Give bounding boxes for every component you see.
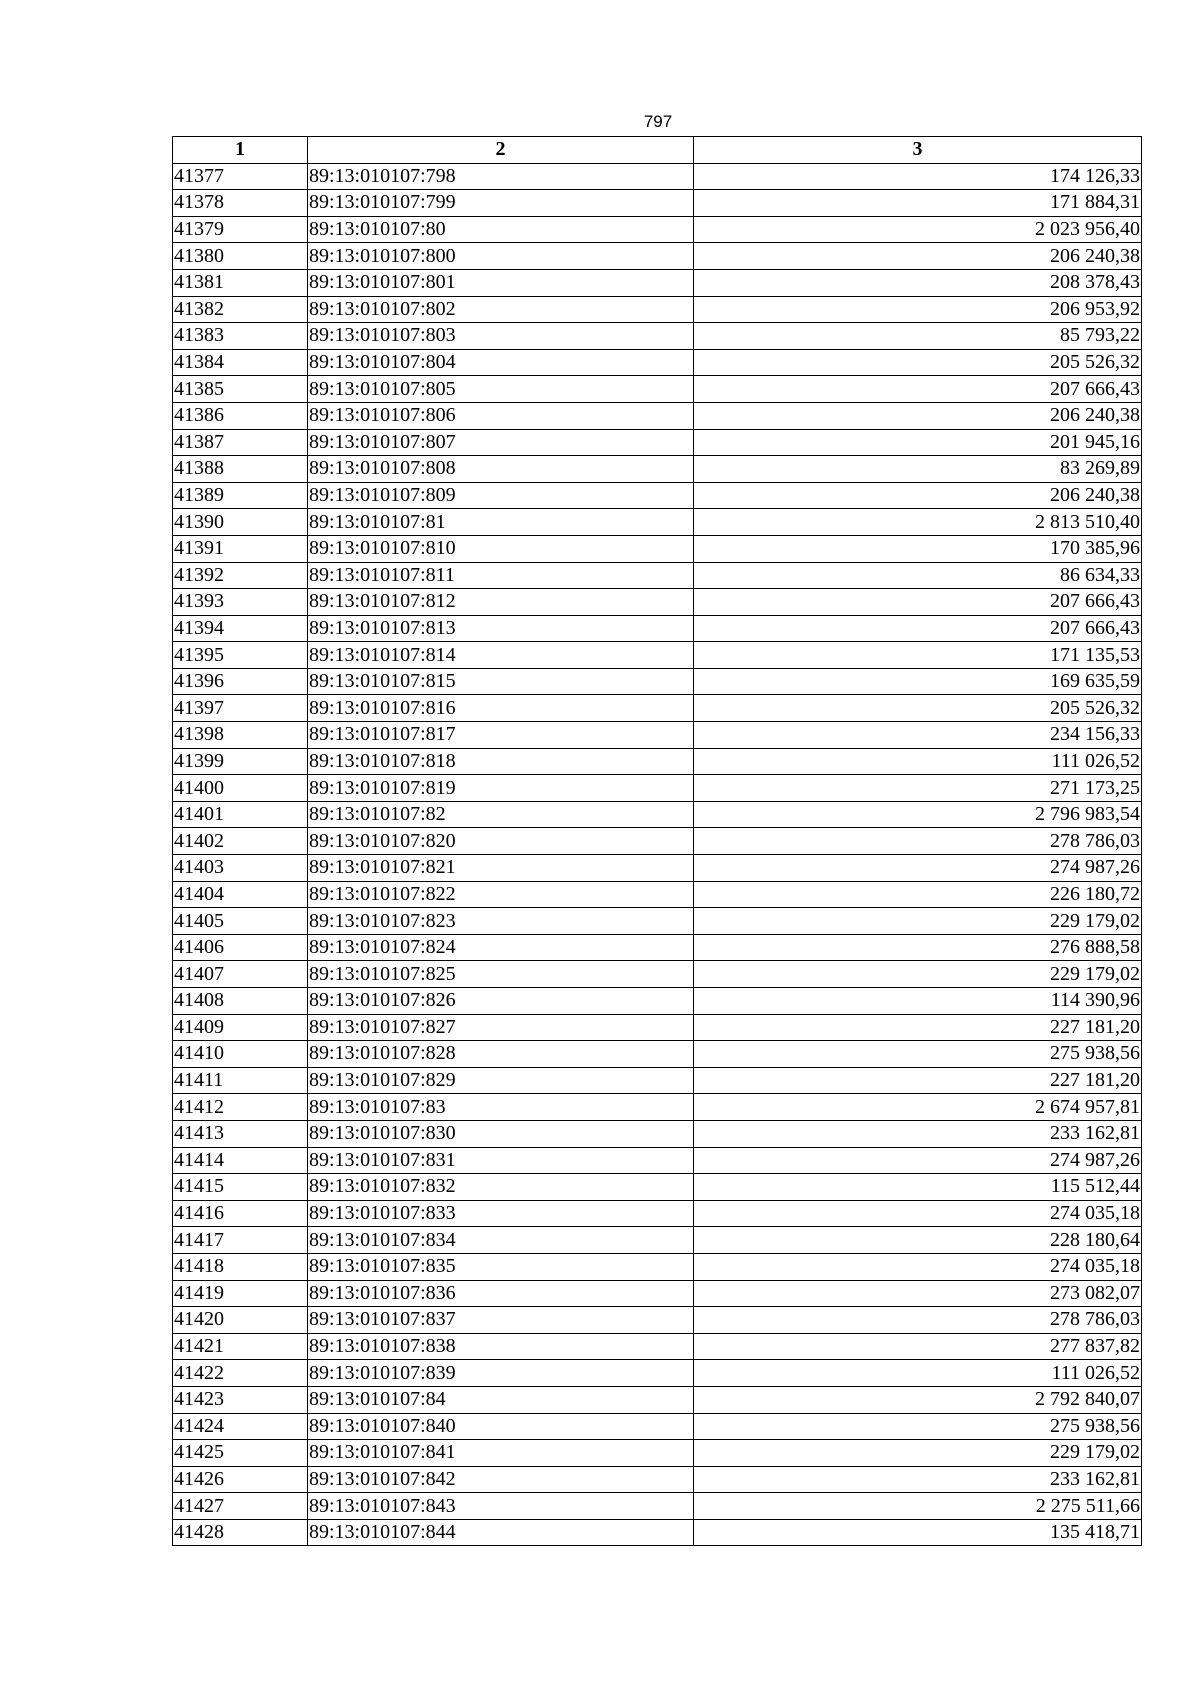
row-number-cell: 41400	[173, 775, 308, 802]
cadastral-number-cell: 89:13:010107:842	[308, 1466, 694, 1493]
cadastral-number-cell: 89:13:010107:834	[308, 1227, 694, 1254]
row-number-cell: 41424	[173, 1413, 308, 1440]
row-number-cell: 41417	[173, 1227, 308, 1254]
value-cell: 273 082,07	[694, 1280, 1142, 1307]
row-number-cell: 41392	[173, 562, 308, 589]
cadastral-number-cell: 89:13:010107:810	[308, 535, 694, 562]
cadastral-number-cell: 89:13:010107:816	[308, 695, 694, 722]
row-number-cell: 41419	[173, 1280, 308, 1307]
value-cell: 227 181,20	[694, 1067, 1142, 1094]
table-body	[173, 163, 1142, 1546]
table-row	[173, 349, 1142, 376]
value-cell: 170 385,96	[694, 535, 1142, 562]
value-cell: 2 023 956,40	[694, 216, 1142, 243]
cadastral-number-cell: 89:13:010107:808	[308, 456, 694, 483]
value-cell: 274 987,26	[694, 855, 1142, 882]
cadastral-number-cell: 89:13:010107:837	[308, 1307, 694, 1334]
table-row	[173, 1519, 1142, 1546]
table-row	[173, 1386, 1142, 1413]
value-cell: 226 180,72	[694, 881, 1142, 908]
table-row	[173, 775, 1142, 802]
value-cell: 206 240,38	[694, 482, 1142, 509]
value-cell: 171 135,53	[694, 642, 1142, 669]
table-row	[173, 881, 1142, 908]
value-cell: 274 035,18	[694, 1200, 1142, 1227]
value-cell: 2 674 957,81	[694, 1094, 1142, 1121]
row-number-cell: 41412	[173, 1094, 308, 1121]
value-cell: 234 156,33	[694, 722, 1142, 749]
row-number-cell: 41409	[173, 1014, 308, 1041]
row-number-cell: 41410	[173, 1041, 308, 1068]
value-cell: 227 181,20	[694, 1014, 1142, 1041]
cadastral-number-cell: 89:13:010107:821	[308, 855, 694, 882]
value-cell: 206 953,92	[694, 296, 1142, 323]
table-row	[173, 748, 1142, 775]
table-row	[173, 323, 1142, 350]
cadastral-number-cell: 89:13:010107:823	[308, 908, 694, 935]
row-number-cell: 41411	[173, 1067, 308, 1094]
table-row	[173, 190, 1142, 217]
row-number-cell: 41421	[173, 1333, 308, 1360]
row-number-cell: 41386	[173, 402, 308, 429]
cadastral-number-cell: 89:13:010107:827	[308, 1014, 694, 1041]
value-cell: 2 792 840,07	[694, 1386, 1142, 1413]
value-cell: 228 180,64	[694, 1227, 1142, 1254]
table-row	[173, 482, 1142, 509]
value-cell: 207 666,43	[694, 376, 1142, 403]
table-row	[173, 163, 1142, 190]
cadastral-number-cell: 89:13:010107:833	[308, 1200, 694, 1227]
row-number-cell: 41405	[173, 908, 308, 935]
cadastral-number-cell: 89:13:010107:839	[308, 1360, 694, 1387]
value-cell: 207 666,43	[694, 589, 1142, 616]
cadastral-number-cell: 89:13:010107:835	[308, 1253, 694, 1280]
table-row	[173, 1120, 1142, 1147]
table-row	[173, 934, 1142, 961]
row-number-cell: 41416	[173, 1200, 308, 1227]
value-cell: 229 179,02	[694, 1440, 1142, 1467]
value-cell: 208 378,43	[694, 269, 1142, 296]
cadastral-number-cell: 89:13:010107:804	[308, 349, 694, 376]
cadastral-number-cell: 89:13:010107:818	[308, 748, 694, 775]
value-cell: 201 945,16	[694, 429, 1142, 456]
row-number-cell: 41402	[173, 828, 308, 855]
value-cell: 171 884,31	[694, 190, 1142, 217]
column-header-3: 3	[694, 137, 1142, 164]
table-row	[173, 402, 1142, 429]
row-number-cell: 41384	[173, 349, 308, 376]
value-cell: 206 240,38	[694, 243, 1142, 270]
table-row	[173, 509, 1142, 536]
value-cell: 271 173,25	[694, 775, 1142, 802]
table-row	[173, 908, 1142, 935]
value-cell: 2 813 510,40	[694, 509, 1142, 536]
row-number-cell: 41415	[173, 1174, 308, 1201]
row-number-cell: 41395	[173, 642, 308, 669]
value-cell: 233 162,81	[694, 1466, 1142, 1493]
table-row	[173, 456, 1142, 483]
cadastral-number-cell: 89:13:010107:831	[308, 1147, 694, 1174]
cadastral-number-cell: 89:13:010107:812	[308, 589, 694, 616]
cadastral-number-cell: 89:13:010107:820	[308, 828, 694, 855]
cadastral-number-cell: 89:13:010107:841	[308, 1440, 694, 1467]
value-cell: 174 126,33	[694, 163, 1142, 190]
table-row	[173, 1094, 1142, 1121]
value-cell: 274 987,26	[694, 1147, 1142, 1174]
cadastral-number-cell: 89:13:010107:815	[308, 668, 694, 695]
data-table	[172, 136, 1142, 1546]
cadastral-number-cell: 89:13:010107:840	[308, 1413, 694, 1440]
column-header-2: 2	[308, 137, 694, 164]
row-number-cell: 41401	[173, 801, 308, 828]
table-row	[173, 1413, 1142, 1440]
value-cell: 205 526,32	[694, 349, 1142, 376]
cadastral-number-cell: 89:13:010107:811	[308, 562, 694, 589]
table-row	[173, 1307, 1142, 1334]
row-number-cell: 41381	[173, 269, 308, 296]
table-row	[173, 1067, 1142, 1094]
value-cell: 135 418,71	[694, 1519, 1142, 1546]
table-row	[173, 1493, 1142, 1520]
row-number-cell: 41377	[173, 163, 308, 190]
row-number-cell: 41397	[173, 695, 308, 722]
cadastral-number-cell: 89:13:010107:814	[308, 642, 694, 669]
value-cell: 205 526,32	[694, 695, 1142, 722]
value-cell: 169 635,59	[694, 668, 1142, 695]
cadastral-number-cell: 89:13:010107:838	[308, 1333, 694, 1360]
cadastral-number-cell: 89:13:010107:843	[308, 1493, 694, 1520]
row-number-cell: 41380	[173, 243, 308, 270]
cadastral-number-cell: 89:13:010107:82	[308, 801, 694, 828]
value-cell: 278 786,03	[694, 1307, 1142, 1334]
table-row	[173, 296, 1142, 323]
row-number-cell: 41383	[173, 323, 308, 350]
cadastral-number-cell: 89:13:010107:844	[308, 1519, 694, 1546]
cadastral-number-cell: 89:13:010107:80	[308, 216, 694, 243]
row-number-cell: 41403	[173, 855, 308, 882]
page-number: 797	[643, 112, 673, 131]
table-row	[173, 988, 1142, 1015]
row-number-cell: 41428	[173, 1519, 308, 1546]
table-row	[173, 1200, 1142, 1227]
cadastral-number-cell: 89:13:010107:828	[308, 1041, 694, 1068]
cadastral-number-cell: 89:13:010107:819	[308, 775, 694, 802]
value-cell: 83 269,89	[694, 456, 1142, 483]
row-number-cell: 41426	[173, 1466, 308, 1493]
table-row	[173, 1041, 1142, 1068]
row-number-cell: 41404	[173, 881, 308, 908]
row-number-cell: 41379	[173, 216, 308, 243]
cadastral-number-cell: 89:13:010107:801	[308, 269, 694, 296]
table-row	[173, 1227, 1142, 1254]
cadastral-number-cell: 89:13:010107:83	[308, 1094, 694, 1121]
table-row	[173, 722, 1142, 749]
cadastral-number-cell: 89:13:010107:817	[308, 722, 694, 749]
table-row	[173, 562, 1142, 589]
value-cell: 274 035,18	[694, 1253, 1142, 1280]
table-header-row	[173, 137, 1142, 164]
value-cell: 111 026,52	[694, 1360, 1142, 1387]
table-row	[173, 615, 1142, 642]
table-row	[173, 961, 1142, 988]
row-number-cell: 41420	[173, 1307, 308, 1334]
table-row	[173, 668, 1142, 695]
table-row	[173, 1253, 1142, 1280]
table-row	[173, 429, 1142, 456]
table-row	[173, 589, 1142, 616]
row-number-cell: 41389	[173, 482, 308, 509]
cadastral-number-cell: 89:13:010107:799	[308, 190, 694, 217]
cadastral-number-cell: 89:13:010107:806	[308, 402, 694, 429]
cadastral-number-cell: 89:13:010107:813	[308, 615, 694, 642]
value-cell: 86 634,33	[694, 562, 1142, 589]
cadastral-number-cell: 89:13:010107:81	[308, 509, 694, 536]
cadastral-number-cell: 89:13:010107:830	[308, 1120, 694, 1147]
value-cell: 206 240,38	[694, 402, 1142, 429]
row-number-cell: 41423	[173, 1386, 308, 1413]
cadastral-number-cell: 89:13:010107:802	[308, 296, 694, 323]
table-row	[173, 376, 1142, 403]
row-number-cell: 41422	[173, 1360, 308, 1387]
table-row	[173, 1147, 1142, 1174]
table-row	[173, 1014, 1142, 1041]
row-number-cell: 41393	[173, 589, 308, 616]
row-number-cell: 41406	[173, 934, 308, 961]
table-row	[173, 855, 1142, 882]
cadastral-number-cell: 89:13:010107:832	[308, 1174, 694, 1201]
column-header-1: 1	[173, 137, 308, 164]
cadastral-number-cell: 89:13:010107:803	[308, 323, 694, 350]
value-cell: 229 179,02	[694, 961, 1142, 988]
table-row	[173, 216, 1142, 243]
cadastral-number-cell: 89:13:010107:822	[308, 881, 694, 908]
table-row	[173, 1333, 1142, 1360]
row-number-cell: 41418	[173, 1253, 308, 1280]
value-cell: 2 275 511,66	[694, 1493, 1142, 1520]
cadastral-number-cell: 89:13:010107:826	[308, 988, 694, 1015]
row-number-cell: 41413	[173, 1120, 308, 1147]
table-row	[173, 1360, 1142, 1387]
cadastral-number-cell: 89:13:010107:84	[308, 1386, 694, 1413]
row-number-cell: 41391	[173, 535, 308, 562]
row-number-cell: 41425	[173, 1440, 308, 1467]
row-number-cell: 41407	[173, 961, 308, 988]
value-cell: 233 162,81	[694, 1120, 1142, 1147]
row-number-cell: 41378	[173, 190, 308, 217]
value-cell: 2 796 983,54	[694, 801, 1142, 828]
row-number-cell: 41399	[173, 748, 308, 775]
table-row	[173, 642, 1142, 669]
value-cell: 115 512,44	[694, 1174, 1142, 1201]
cadastral-number-cell: 89:13:010107:807	[308, 429, 694, 456]
cadastral-number-cell: 89:13:010107:829	[308, 1067, 694, 1094]
table-row	[173, 535, 1142, 562]
value-cell: 111 026,52	[694, 748, 1142, 775]
cadastral-number-cell: 89:13:010107:836	[308, 1280, 694, 1307]
value-cell: 278 786,03	[694, 828, 1142, 855]
table-row	[173, 695, 1142, 722]
value-cell: 229 179,02	[694, 908, 1142, 935]
table-row	[173, 1174, 1142, 1201]
table-row	[173, 269, 1142, 296]
row-number-cell: 41388	[173, 456, 308, 483]
table-row	[173, 1440, 1142, 1467]
table-row	[173, 828, 1142, 855]
cadastral-number-cell: 89:13:010107:824	[308, 934, 694, 961]
cadastral-number-cell: 89:13:010107:825	[308, 961, 694, 988]
row-number-cell: 41390	[173, 509, 308, 536]
cadastral-number-cell: 89:13:010107:805	[308, 376, 694, 403]
value-cell: 276 888,58	[694, 934, 1142, 961]
row-number-cell: 41427	[173, 1493, 308, 1520]
row-number-cell: 41396	[173, 668, 308, 695]
value-cell: 114 390,96	[694, 988, 1142, 1015]
row-number-cell: 41387	[173, 429, 308, 456]
row-number-cell: 41385	[173, 376, 308, 403]
cadastral-number-cell: 89:13:010107:809	[308, 482, 694, 509]
value-cell: 85 793,22	[694, 323, 1142, 350]
table-row	[173, 1280, 1142, 1307]
row-number-cell: 41394	[173, 615, 308, 642]
value-cell: 275 938,56	[694, 1041, 1142, 1068]
row-number-cell: 41382	[173, 296, 308, 323]
value-cell: 207 666,43	[694, 615, 1142, 642]
row-number-cell: 41398	[173, 722, 308, 749]
row-number-cell: 41408	[173, 988, 308, 1015]
cadastral-number-cell: 89:13:010107:798	[308, 163, 694, 190]
cadastral-number-cell: 89:13:010107:800	[308, 243, 694, 270]
row-number-cell: 41414	[173, 1147, 308, 1174]
value-cell: 277 837,82	[694, 1333, 1142, 1360]
value-cell: 275 938,56	[694, 1413, 1142, 1440]
table-row	[173, 801, 1142, 828]
table-row	[173, 243, 1142, 270]
table-row	[173, 1466, 1142, 1493]
